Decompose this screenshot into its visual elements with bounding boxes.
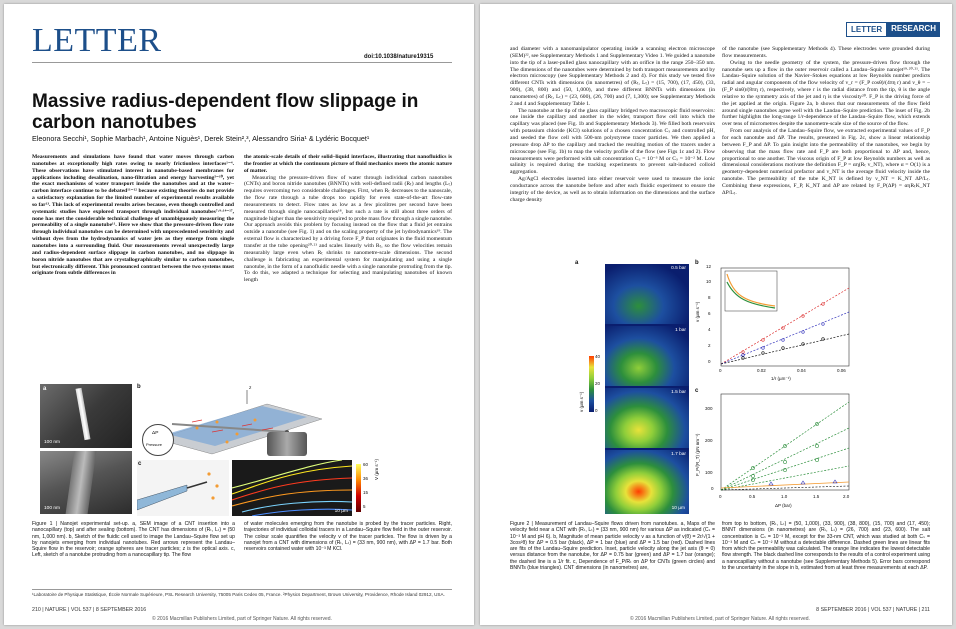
y-tick: 200 [705,438,713,443]
body-paragraph: From our analysis of the Landau–Squire flow, we extracted experimental values of F_P for each nanotube and ΔP. The results, presented in Fig. 2c, show a linear relationship between F_P and ΔP. To gain insight into the permeability of the nanotubes, we begin by observing that the mass flow rate and F_P are both proportional to ΔP and, hence, proportional to one another. The viscous origin of F_P at low Reynolds numbers as well as dimensional considerations motivate the definition F_P = αη(Rₜ v_NT), where α = O(1) is a geometry-dependent numerical prefactor and v_NT is the average fluid velocity inside the nanotube. The permeability of the tube K_NT is defined by v_NT = K_NT ΔP/Lₜ. Combining these expressions, F_P, K_NT and ΔP are related by F_P(ΔP) = αηRₜK_NT ΔP/Lₜ. [722,128,930,196]
x-tick: 1.5 [813,494,820,499]
velocity-colorbar [356,464,361,512]
colorbar-tick: 20 [595,381,601,386]
caption-text: Figure 1 | Nanojet experimental set-up. a, SEM image of a CNT insertion into a nanocapillary (top) and after sealing (bottom). The CNT has dimensions of (Rₜ, Lₜ) = (50 nm, 1,000 nm). b, Sketch of the fluidic cell used to image the Landau–Squire flow set up by nanojets emerging from individual nanotubes. Red arrows represent the Landau–Squire flow in the reservoir; orange spheres are tracer particles; z is the optical axis. c, Left, sketch of a nanotube protruding from a nanocapillary tip. The flow [32,521,235,559]
abstract-text: Measurements and simulations have found that water moves through carbon nanotubes at exceptionally high rates owing to nearly frictionless interfaces¹⁻⁴. These observations have stimulated interest in nanotube-based membranes for applications including desalination, nano-filtration and energy harvesting⁵⁻¹⁰, yet the exact mechanisms of water transport inside the nanotubes and at the water–carbon interface continue to be debated¹¹⁻¹² because existing theories do not provide a satisfactory explanation for the limited number of experimental results available so far¹³. This lack of experimental results arises because, even though controlled and systematic studies have explored transport through individual nanotubes⁷·⁹·¹⁴⁻¹⁷, none has met the considerable technical challenge of unambiguously measuring the permeability of a single nanotube¹¹. Here we show that the pressure-driven flow rate through individual nanotubes can be determined with unprecedented sensitivity and without dyes from the hydrodynamics of water jets as they emerge from single nanotubes into a surrounding fluid. Our measurements reveal unexpectedly large and radius-dependent surface slippage in carbon nanotubes, and no slippage in boron nitride nanotubes that are crystallographically similar to carbon nanotubes, but electronically different. This pronounced contrast between the two systems must originate from subtle differences in [32,154,234,277]
objective-lens [267,432,307,456]
page-footer: 8 SEPTEMBER 2016 | VOL 537 | NATURE | 211 [816,607,930,613]
body-paragraph: The nanotube at the tip of the glass capillary bridged two macroscopic fluid reservoirs: one inside the capillary and another in the wider, transport flow cell into which the capillary was placed (see Fig. 1b and Supplementary Methods 3). We filled both reservoirs with potassium chloride (KCl) solutions of a chosen concentration Cₛ and controlled pH, and seeded the flow cell with 500-nm polystyrene tracer particles. We then applied a pressure drop ΔP to the capillary and tracked the resulting motion of the tracers under a microscope (see Fig. 1b) to map the velocity profile of the flow (see Figs 1c and 2). Flow measurements were performed with salt concentration Cₛ = 10⁻³ M or Cₛ = 10⁻² M. Low salinity is required during the tracking experiments to prevent salt-induced colloid aggregation. [510,107,715,176]
body-paragraph: Measuring the pressure-driven flow of water through individual carbon nanotubes (CNTs) and boron nitride nanotubes (BNNTs) with well-defined radii (Rₜ) and lengths (Lₜ) requires overcoming two considerable challenges. First, when Rₜ decreases to the nanoscale, the flow rate through a tube drops too rapidly for even state-of-the-art flow-rate measurements to detect. Flow rates as low as a few picolitres per second have been measured through single nanocapillaries¹⁸, but such a rate is still about three orders of magnitude higher than the sensitivity required to probe mass flow through a single nanotube. Our approach avoids this problem by focusing instead on the flow that a fluid jet entrains outside a nanotube (see Fig. 1) and on the scaling property of the jet hydrodynamics¹⁹. The external flow is characterized by a driving force F_P that originates in the fluid momentum transfer at the tube opening²⁰·²¹ and scales linearly with Rₜ, so the flow velocities remain measurably large even when Rₜ shrinks to nanometre-scale dimensions. The second challenge is fabricating an experimental system for manipulating and using a single nanotube, in the form of a nanofluidic needle with a single nanotube protruding from the tip. To do this, we adapted a technique for selecting and manipulating nanotubes of known length [244,174,452,284]
scale-bar-label: 100 nm [44,440,60,445]
footnote-divider [32,589,452,590]
figure-1 [32,384,452,517]
colorbar-tick: 40 [595,354,601,359]
body-column-3 [510,46,715,251]
panel-label-c: c [695,388,699,394]
y-tick: 0 [711,486,714,491]
doi[interactable]: doi:10.1038/nature19315 [364,54,434,60]
left-page [4,4,474,625]
velocity-map-2 [605,326,689,386]
x-tick: 0 [719,494,722,499]
body-paragraph: and diameter with a nanomanipulator operating inside a scanning electron microscope (SEM)²², see Supplementary Methods 1 and Supplementary Video 1. We guided a nanotube into the tip of a laser-pulled glass nanocapillary with an orifice in the range 250–350 nm. The dimensions of the nanotubes were determined by both transport measurements and by electron microscopy (see Supplementary Methods 2 and 4). For this study we tested five different CNTs with dimensions (in nanometres) of (Rₜ, Lₜ) = (15, 700), (17, 450), (33, 900), (38, 800) and (50, 1,000), and three different BNNTs with dimensions (in nanometres) of (Rₜ, Lₜ) = (23, 600), (26, 700) and (7, 1,300); see Supplementary Methods 2 and 4 and Supplementary Table 1. [510,46,715,107]
capillary-shape [66,451,97,514]
velocity-map-stack [605,264,689,514]
abstract-column [32,154,234,380]
x-tick: 0.5 [749,494,756,499]
y-tick: 8 [708,295,711,300]
y-tick: 0 [708,359,711,364]
y-tick: 2 [708,343,711,348]
pressure-gauge [142,424,174,456]
figure-2-caption-continued [722,521,930,601]
y-tick: 10 [706,279,712,284]
tip-illustration [137,460,229,516]
copyright-notice: © 2016 Macmillan Publishers Limited, part of Springer Nature. All rights reserved. [630,616,810,622]
abstract-continuation: the atomic-scale details of their solid–liquid interfaces, illustrating that nanofluidics is the frontier at which the continuum picture of fluid mechanics meets the atomic nature of matter. [244,154,452,174]
pressure-label: 1.7 bar [671,452,686,457]
section-badge [846,22,940,37]
pressure-label: 1 bar [675,328,686,333]
velocity-map-1 [605,264,689,324]
y-tick: 4 [708,327,711,332]
trajectory-lines [232,460,352,516]
badge-letter: LETTER [846,22,887,37]
colorbar-tick: 0 [595,408,598,413]
x-tick: 2.0 [843,494,850,499]
scale-bar-label: 10 µm [334,509,348,514]
panel-label-a: a [43,386,47,392]
panel-label-b: b [695,260,699,266]
body-paragraph: Owing to the needle geometry of the system, the pressure-driven flow through the nanotube sets up a flow in the outer reservoir called a Landau–Squire nanojet¹⁹·²⁰·²¹. The Landau–Squire solution of the Navier–Stokes equations at low Reynolds number predicts radial and angular components of the flow velocity of v_r = (F_P cosθ)/(4πη r) and v_θ = −(F_P sinθ)/(8πη r), respectively, where r is the radial distance from the tip, θ is the angle relative to the symmetry axis of the jet and η is the viscosity²⁰. F_P is the driving force of the jet applied at the origin. Figure 2a, b shows that our measurements of the flow field around single nanotubes agree well with the Landau–Squire prediction. The inset of Fig. 2b further highlights the long-range 1/r-dependence of the Landau–Squire flow, which extends over tens of micrometres despite the nanometre-scale size of the source of the flow. [722,59,930,128]
body-column-4 [722,46,930,251]
colorbar-tick: 36 [363,476,369,481]
tracer-trajectory-image [232,460,352,516]
figure-2 [575,260,920,518]
colorbar-tick: 15 [363,490,369,495]
pressure-label: 0.5 bar [671,266,686,271]
panel-label-b: b [137,384,141,390]
figure-2-caption [510,521,715,601]
badge-research: RESEARCH [887,22,940,37]
figure-1-caption-continued [244,521,452,587]
x-axis-label: ΔP (bar) [775,503,792,508]
caption-text: Figure 2 | Measurement of Landau–Squire flows driven from nanotubes. a, Maps of the velocity field near a CNT with (Rₜ, Lₜ) = (33 nm, 900 nm) for various ΔP as indicated (Cₛ = 10⁻³ M and pH 6). b, Magnitude of mean particle velocity v as a function of v(θ) = 2r/√(1 + 3cos²θ) for ΔP = 0.5 bar (black), ΔP = 1 bar (blue) and ΔP = 1.5 bar (red). Dashed lines are fits of the Landau–Squire prediction. Inset, particle velocity along the jet axis (θ = 0) versus distance from the nanotube, for ΔP = 0.75 bar (green) and ΔP = 1.7 bar (orange); the dashed line is a 1/r fit. c, Dependence of F_P/Rₜ on ΔP for CNTs (green circles) and BNNTs (blue triangles). CNT dimensions (in nanometres) are, [510,521,715,572]
plot-c [703,392,853,502]
body-paragraph: of the nanotube (see Supplementary Methods 4). These electrodes were grounded during flow measurements. [722,46,930,59]
scale-bar-label: 100 nm [44,506,60,511]
plot-b [703,264,853,382]
body-paragraph: Ag/AgCl electrodes inserted into either reservoir were used to measure the ionic conductance across the nanotube before and after each fluidic experiment to ensure the integrity of the device, as well as to obtain information on the dimensions and the surface charge density [510,176,715,203]
page-footer: 210 | NATURE | VOL 537 | 8 SEPTEMBER 2016 [32,607,147,613]
pressure-label: 1.5 bar [671,390,686,395]
article-title: Massive radius-dependent flow slippage in carbon nanotubes [32,91,419,133]
y-tick: 300 [705,406,713,411]
colorbar-tick: 60 [363,462,369,467]
x-tick: 0.04 [797,368,806,373]
optical-axis-label: z [249,386,252,391]
scale-bar-label: 10 µm [671,506,685,511]
y-tick: 12 [706,264,712,269]
y-tick: 6 [708,311,711,316]
colorbar-tick: 5 [363,504,366,509]
x-axis-label: 1/r (µm⁻¹) [771,376,791,381]
caption-text: of water molecules emerging from the nanotube is probed by the tracer particles. Right, trajectories of individual colloidal tracers in a Landau–Squire flow field in the outer reservoir. The colour scale quantifies the velocity v of the tracer particles. The flow is driven by a nanojet from a CNT with dimensions of (Rₜ, Lₜ) = (33 nm, 900 nm), with ΔP = 1.7 bar. Both reservoirs contained water with 10⁻³ M KCl. [244,521,452,553]
x-tick: 0 [719,368,722,373]
y-axis-label: v (µm s⁻¹) [695,301,700,322]
nanotube-tip-sketch [137,460,229,516]
y-axis-label: F_P/(R_T) (pN nm⁻¹) [695,433,700,476]
pressure-word: Pressure [146,442,163,447]
author-list: Eleonora Secchi¹, Sophie Marbach¹, Antoine Niguès¹, Derek Stein²,³, Alessandro Siria¹ & Lydéric Bocquet¹ [32,134,370,143]
velocity-colorbar [589,356,594,412]
x-tick: 1.0 [781,494,788,499]
body-column-2 [244,154,452,380]
velocity-map-3 [605,388,689,448]
colorbar-unit: V (µm s⁻¹) [374,459,379,480]
velocity-map-4 [605,450,689,514]
pressure-delta-label: ΔP [152,431,159,436]
nanotube-shape [76,388,91,440]
affiliations-footnote: ¹Laboratoire de Physique Statistique, École Normale Supérieure, PSL Research University, 75005 Paris Cedex 05, France. ²Physics Department, Brown University, Providence, Rhode Island 02912, USA. [32,592,445,597]
caption-text: from top to bottom, (Rₜ, Lₜ) = (50, 1,000), (33, 900), (38, 800), (15, 700) and (17, 450); BNNT dimensions (in nanometres) are (Rₜ, Lₜ) = (26, 700) and (23, 600). The salt concentration is Cₛ = 10⁻³ M, except for the 33-nm CNT, which was studied at both Cₛ = 10⁻³ M and Cₛ = 10⁻² M without a detectable difference. Dashed green lines are linear fits from which the permeability was calculated. The orange line indicates the lowest detectable flow strength. The black dashed line corresponds to the results of a control experiment using a nanocapillary without a nanotube (see Supplementary Methods 5). Error bars correspond to the uncertainty in the slope in b, estimated from at least three measurements at each ΔP. [722,521,930,572]
sem-image-top [40,384,132,448]
x-tick: 0.06 [837,368,846,373]
header-divider [32,62,452,63]
y-tick: 100 [705,470,713,475]
panel-label-a: a [575,260,579,266]
right-page [480,4,952,625]
sem-image-bottom [40,451,132,514]
section-header: LETTER [32,22,162,59]
x-tick: 0.02 [757,368,766,373]
panel-label-c: c [138,461,142,467]
figure-1-caption [32,521,235,587]
copyright-notice: © 2016 Macmillan Publishers Limited, part of Springer Nature. All rights reserved. [152,616,332,622]
colorbar-unit: v (µm s⁻¹) [579,391,584,412]
